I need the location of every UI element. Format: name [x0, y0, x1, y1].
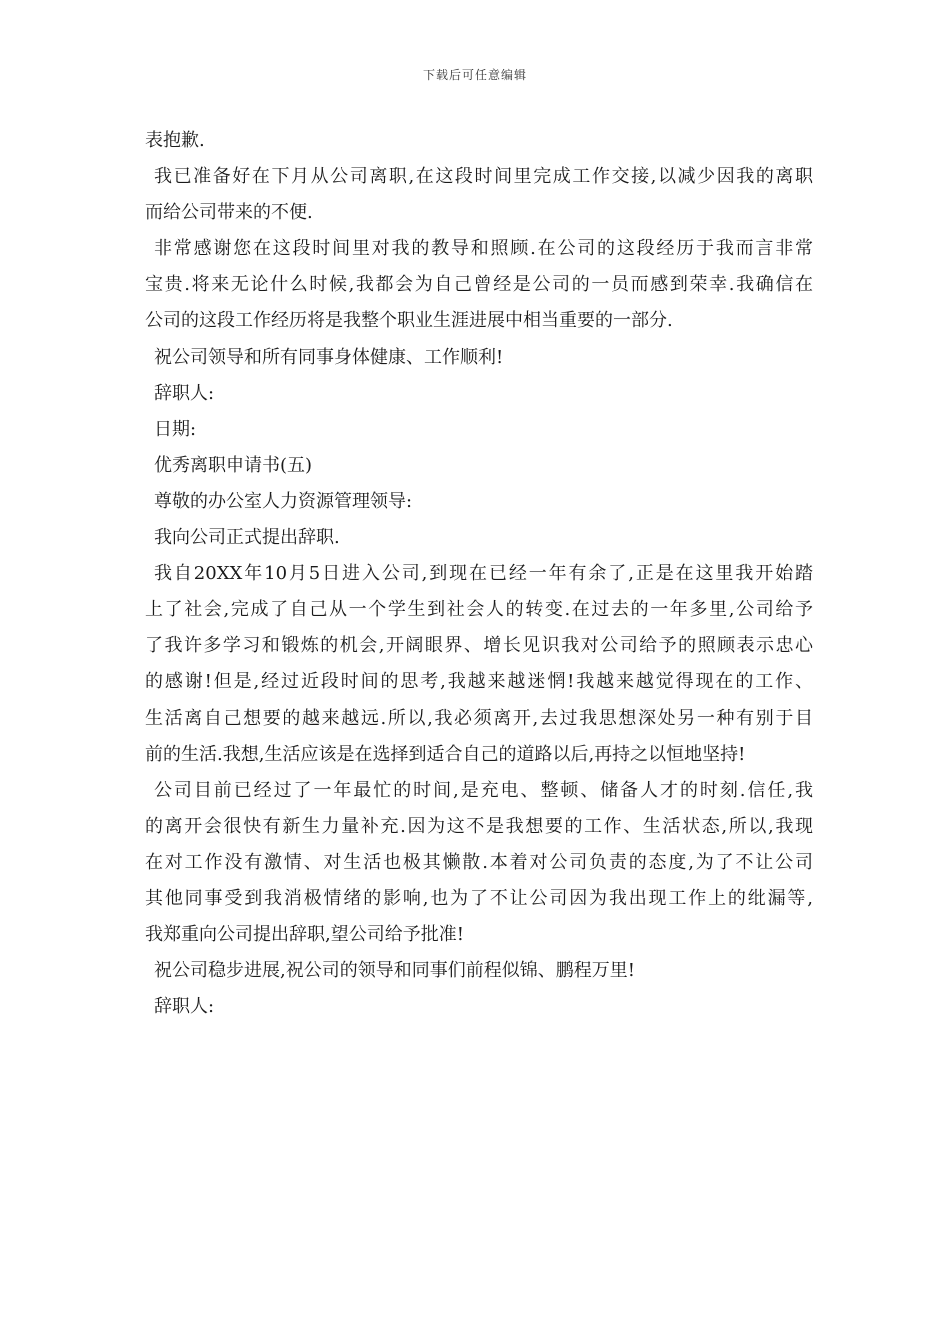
- text-line: 我郑重向公司提出辞职,望公司给予批准!: [145, 924, 464, 946]
- text-line: 辞职人:: [154, 382, 215, 404]
- text-line: 在对工作没有激情、对生活也极其懒散.本着对公司负责的态度,为了不让公司: [145, 851, 813, 873]
- text-line: 表抱歉.: [145, 130, 205, 151]
- text-line: 的离开会很快有新生力量补充.因为这不是我想要的工作、生活状态,所以,我现: [145, 815, 813, 837]
- text-line: 生活离自己想要的越来越远.所以,我必须离开,去过我思想深处另一种有别于目: [145, 707, 813, 729]
- text-line: 我自20XX年10月5日进入公司,到现在已经一年有余了,正是在这里我开始踏: [154, 563, 813, 585]
- text-line: 尊敬的办公室人力资源管理领导:: [154, 490, 413, 512]
- document-body: [145, 123, 813, 1025]
- text-line: 前的生活.我想,生活应该是在选择到适合自己的道路以后,再持之以恒地坚持!: [145, 743, 746, 765]
- text-line: 非常感谢您在这段时间里对我的教导和照顾.在公司的这段经历于我而言非常: [154, 238, 813, 260]
- text-line: 辞职人:: [154, 996, 215, 1018]
- text-line: 祝公司稳步进展,祝公司的领导和同事们前程似锦、鹏程万里!: [154, 960, 635, 982]
- text-line: 公司的这段工作经历将是我整个职业生涯进展中相当重要的一部分.: [145, 310, 673, 332]
- text-line: 而给公司带来的不便.: [145, 202, 313, 224]
- text-line: 的感谢!但是,经过近段时间的思考,我越来越迷惘!我越来越觉得现在的工作、: [145, 671, 813, 693]
- text-line: 了我许多学习和锻炼的机会,开阔眼界、增长见识我对公司给予的照顾表示忠心: [145, 635, 813, 657]
- text-line: 其他同事受到我消极情绪的影响,也为了不让公司因为我出现工作上的纰漏等,: [145, 887, 813, 909]
- text-line: 优秀离职申请书(五): [154, 454, 313, 476]
- text-line: 日期:: [154, 418, 197, 440]
- text-line: 上了社会,完成了自己从一个学生到社会人的转变.在过去的一年多里,公司给予: [145, 599, 813, 621]
- text-line: 我向公司正式提出辞职.: [154, 527, 340, 549]
- text-line: 我已准备好在下月从公司离职,在这段时间里完成工作交接,以减少因我的离职: [154, 166, 813, 188]
- page-header-note: 下载后可任意编辑: [422, 68, 527, 82]
- text-line: 公司目前已经过了一年最忙的时间,是充电、整顿、储备人才的时刻.信任,我: [154, 779, 813, 801]
- text-line: 祝公司领导和所有同事身体健康、工作顺利!: [154, 346, 504, 368]
- text-line: 宝贵.将来无论什么时候,我都会为自己曾经是公司的一员而感到荣幸.我确信在: [145, 274, 813, 296]
